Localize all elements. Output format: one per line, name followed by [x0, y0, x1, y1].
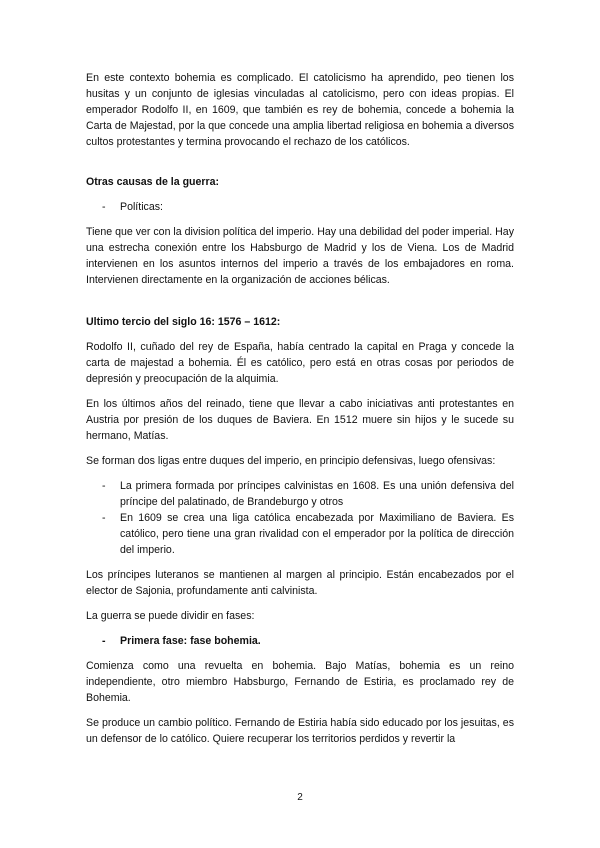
paragraph: Rodolfo II, cuñado del rey de España, había centrado la capital en Praga y concede la carta de majestad a bohemia. Él es católico, pero está en otras cosas por periodos de depresión y preocupación de la alquimia.: [86, 341, 514, 385]
section-heading: Otras causas de la guerra:: [86, 176, 220, 188]
list-item: - Primera fase: fase bohemia.: [86, 633, 514, 649]
paragraph: Se produce un cambio político. Fernando de Estiria había sido educado por los jesuitas, es un defensor de lo católico. Quiere recuperar los territorios perdidos y revertir la: [86, 717, 514, 745]
page-number: 2: [297, 792, 303, 803]
paragraph: Los príncipes luteranos se mantienen al margen al principio. Están encabezados por el elector de Sajonia, profundamente anti calvinista.: [86, 569, 514, 597]
bullet-list: [86, 633, 514, 649]
paragraph: Comienza como una revuelta en bohemia. Bajo Matías, bohemia es un reino independiente, otro miembro Habsburgo, Fernando de Estiria, es proclamado rey de Bohemia.: [86, 660, 514, 704]
paragraph: En los últimos años del reinado, tiene que llevar a cabo iniciativas anti protestantes en Austria por presión de los duques de Baviera. En 1512 muere sin hijos y le sucede su hermano, Matías.: [86, 398, 514, 442]
list-item: - En 1609 se crea una liga católica encabezada por Maximiliano de Baviera. Es católico, pero tiene una gran rivalidad con el emperador por la política de dirección del imperio.: [86, 510, 514, 558]
section-heading: Ultimo tercio del siglo 16: 1576 – 1612:: [86, 316, 281, 328]
list-item: - La primera formada por príncipes calvinistas en 1608. Es una unión defensiva del príncipe del palatinado, de Brandeburgo y otros: [86, 478, 514, 510]
paragraph: Se forman dos ligas entre duques del imperio, en principio defensivas, luego ofensivas:: [86, 455, 496, 467]
bullet-list: [86, 199, 514, 215]
bullet-list: [86, 478, 514, 558]
paragraph: La guerra se puede dividir en fases:: [86, 610, 255, 622]
paragraph: Tiene que ver con la division política del imperio. Hay una debilidad del poder imperial. Hay una estrecha conexión entre los Habsburgo de Madrid y los de Viena. Los de Madrid intervienen en los asuntos internos del imperio a través de los embajadores en roma. Intervienen directamente en la organización de acciones bélicas.: [86, 226, 514, 286]
paragraph: En este contexto bohemia es complicado. El catolicismo ha aprendido, peo tienen los husitas y un conjunto de iglesias vinculadas al catolicismo, pero con ideas propias. El emperador Rodolfo II, en 1609, que también es rey de bohemia, concede a bohemia la Carta de Majestad, por la que concede una amplia libertad religiosa en bohemia a diversos cultos protestantes y termina provocando el rechazo de los católicos.: [86, 72, 514, 148]
list-item: - Políticas:: [86, 199, 514, 215]
